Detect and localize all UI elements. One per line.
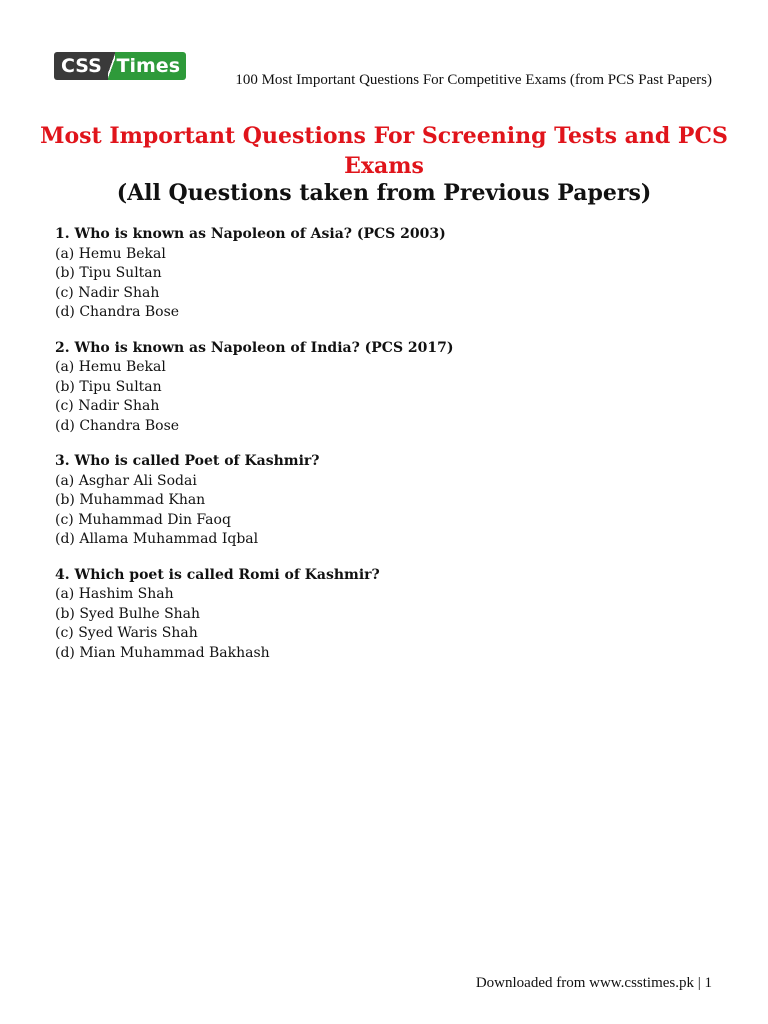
- option-d: (d) Chandra Bose: [55, 304, 180, 320]
- page-footer: Downloaded from www.csstimes.pk | 1: [475, 975, 712, 991]
- question-item: [55, 225, 715, 323]
- option-a: (a) Hemu Bekal: [55, 245, 166, 262]
- option-c: (c) Nadir Shah: [55, 398, 160, 414]
- option-a: (a) Hemu Bekal: [55, 359, 166, 375]
- question-list: [55, 225, 715, 679]
- option-d: (d) Allama Muhammad Iqbal: [55, 531, 259, 547]
- option-a: (a) Asghar Ali Sodai: [55, 472, 197, 489]
- header-note: 100 Most Important Questions For Competitive Exams (from PCS Past Papers): [235, 72, 712, 88]
- question-item: [55, 566, 715, 664]
- option-c: (c) Syed Waris Shah: [55, 625, 198, 641]
- option-b: (b) Syed Bulhe Shah: [55, 605, 201, 622]
- option-d: (d) Chandra Bose: [55, 417, 180, 434]
- logo-text-times: Times: [115, 52, 186, 80]
- option-c: (c) Nadir Shah: [55, 284, 160, 301]
- logo-slash: [108, 52, 115, 80]
- question-text: 1. Who is known as Napoleon of Asia? (PCS 2003): [55, 226, 446, 242]
- css-times-logo: [54, 52, 186, 80]
- question-text: 2. Who is known as Napoleon of India? (PCS 2017): [55, 339, 454, 356]
- option-b: (b) Tipu Sultan: [55, 265, 162, 281]
- option-c: (c) Muhammad Din Faoq: [55, 511, 231, 528]
- option-b: (b) Tipu Sultan: [55, 378, 162, 395]
- question-text: 3. Who is called Poet of Kashmir?: [55, 453, 320, 469]
- option-d: (d) Mian Muhammad Bakhash: [55, 644, 270, 661]
- logo-text-css: CSS: [54, 52, 108, 80]
- option-a: (a) Hashim Shah: [55, 586, 174, 602]
- question-text: 4. Which poet is called Romi of Kashmir?: [55, 566, 380, 583]
- question-item: [55, 452, 715, 550]
- page-title: Most Important Questions For Screening Tests and PCS Exams: [40, 123, 728, 179]
- option-b: (b) Muhammad Khan: [55, 492, 206, 508]
- page-subtitle: (All Questions taken from Previous Papers): [116, 180, 652, 206]
- question-item: [55, 339, 715, 437]
